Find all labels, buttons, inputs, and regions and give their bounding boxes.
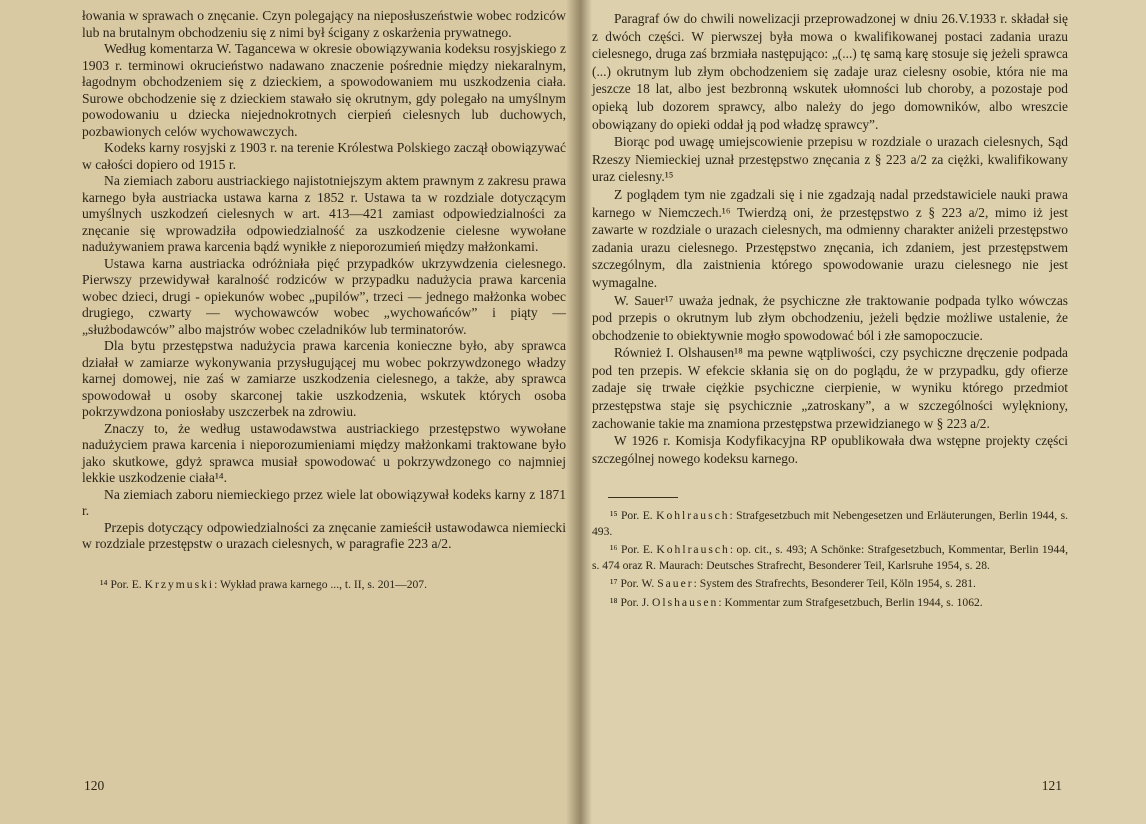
right-page	[578, 0, 1146, 824]
paragraph: W. Sauer¹⁷ uważa jednak, że psychiczne złe traktowanie podpada tylko wówczas pod przepis o okrutnym lub złym obchodzeniu, jeżeli będzie możliwe ustalenie, że obchodzenie to obiektywnie mogło spowodować ból i złe samopoczucie.	[592, 292, 1068, 343]
paragraph: Ustawa karna austriacka odróżniała pięć przypadków ukrzywdzenia cielesnego. Pierwszy przewidywał karalność rodziców w przypadku nadużycia prawa karcenia wobec dzieci, drugi - opiekunów wobec „pupilów”, trzeci — jednego małżonka wobec drugiego, czwarty — wychowawców wobec „wychowańców” i piąty — „służbodawców” albo majstrów wobec czeladników lub terminatorów.	[82, 255, 566, 337]
paragraph: Przepis dotyczący odpowiedzialności za znęcanie zamieścił ustawodawca niemiecki w rozdziale przestępstw o urazach cielesnych, w paragrafie 223 a/2.	[82, 519, 566, 551]
footnote-number: ¹⁶	[610, 543, 618, 557]
footnote-author: Olshausen	[652, 595, 719, 609]
footnote-number: ¹⁷	[610, 577, 618, 591]
footnote	[592, 595, 1068, 611]
footnote-number: ¹⁵	[610, 509, 618, 523]
left-page-footnotes	[82, 577, 566, 593]
paragraph: Paragraf ów do chwili nowelizacji przeprowadzonej w dniu 26.V.1933 r. składał się z dwóch części. W pierwszej była mowa o kwalifikowanej postaci zadania urazu cielesnego, druga zaś brzmiała następująco: „(...) tę samą karę stosuje się jeżeli sprawca (...) okrutnym lub złym obchodzeniem się zadaje uraz cielesny osobie, która nie ma jeszcze 18 lat, albo jest bezbronną wskutek ułomności lub choroby, a pozostaje pod opieką lub dozorem sprawcy, albo należy do jego domowników, albo wreszcie obowiązany do opieki oddał ją pod władzę sprawcy”.	[592, 11, 1068, 132]
footnote-lead: Por. E.	[621, 543, 653, 557]
paragraph: Znaczy to, że według ustawodawstwa austriackiego przestępstwo wywołane nadużyciem prawa karcenia i nieporozumieniami między małżonkami traktowane było jako skutkowe, gdyż sprawca musiał spowodować u pokrzywdzonego co najmniej lekkie uszkodzenie ciała¹⁴.	[82, 420, 566, 485]
paragraph: Na ziemiach zaboru austriackiego najistotniejszym aktem prawnym z zakresu prawa karnego była austriacka ustawa karna z 1852 r. Ustawa ta w rozdziale dotyczącym umyślnych uszkodzeń cielesnych w art. 413—421 zamiast odpowiedzialności za znęcanie się wprowadziła odpowiedzialność za uszkodzenie cielesne wywołane nadużywaniem prawa karcenia bądź wynikłe z nieporozumień między małżonkami.	[82, 173, 566, 254]
footnote-text: : Wykład prawa karnego ..., t. II, s. 201—207.	[214, 577, 428, 591]
paragraph: Biorąc pod uwagę umiejscowienie przepisu w rozdziale o urazach cielesnych, Sąd Rzeszy Niemieckiej uznał przestępstwo znęcania z § 223 a/2 za ciężki, kwalifikowany uraz cielesny.¹⁵	[592, 134, 1068, 185]
footnote-rule	[608, 497, 678, 498]
footnote-lead: Por. E.	[620, 509, 653, 523]
footnote	[592, 576, 1068, 592]
footnote-text: : Kommentar zum Strafgesetzbuch, Berlin 1944, s. 1062.	[718, 595, 983, 609]
left-page-body	[82, 8, 566, 553]
footnote-text: : System des Strafrechts, Besonderer Teil, Köln 1954, s. 281.	[693, 577, 976, 591]
paragraph: Dla bytu przestępstwa nadużycia prawa karcenia konieczne było, aby sprawca działał w zamiarze wykonywania przysługującej mu wobec pokrzywdzonego władzy karnej domowej, nie zaś w zamiarze uszkodzenia cielesnego, a także, aby sprawca spowodował u osoby skarconej takie uszkodzenia, wskutek których osoba pokrzywdzona poniosłaby uszczerbek na zdrowiu.	[82, 338, 566, 419]
footnote	[82, 577, 566, 593]
paragraph: Według komentarza W. Tagancewa w okresie obowiązywania kodeksu rosyjskiego z 1903 r. terminowi okrucieństwo nadawano znaczenie pośrednie między niekaralnym, łagodnym obchodzeniem się z dzieckiem, a spowodowaniem mu uszkodzenia ciała. Surowe obchodzenie się z dzieckiem stawało się okrutnym, gdy polegało na umyślnym powodowaniu u dziecka niejednokrotnych cierpień cielesnych lub duchowych, pozbawionych celów wychowawczych.	[82, 41, 566, 139]
paragraph: Na ziemiach zaboru niemieckiego przez wiele lat obowiązywał kodeks karny z 1871 r.	[82, 486, 566, 518]
footnote-lead: Por. E.	[110, 577, 142, 591]
footnote-lead: Por. W.	[620, 577, 655, 591]
footnote-number: ¹⁴	[100, 577, 108, 591]
right-page-footnotes	[592, 508, 1068, 610]
page-number: 121	[1041, 778, 1062, 793]
paragraph: łowania w sprawach o znęcanie. Czyn polegający na nieposłuszeństwie wobec rodziców lub na brutalnym obchodzeniu się z nimi był ścigany z oskarżenia prywatnego.	[82, 8, 566, 40]
footnote-text: : op. cit., s. 493; A Schönke: Strafgesetzbuch, Kommentar, Berlin 1944, s. 474 oraz R. Maurach: Deutsches Strafrecht, Besonderer Teil, Karlsruhe 1954, s. 28.	[592, 543, 1068, 572]
footnote-author: Kohlrausch	[656, 543, 730, 557]
footnote	[592, 508, 1068, 539]
paragraph: W 1926 r. Komisja Kodyfikacyjna RP opublikowała dwa wstępne projekty części szczególnej nowego kodeksu karnego.	[592, 433, 1068, 466]
footnote	[592, 542, 1068, 573]
right-page-body	[592, 10, 1068, 467]
paragraph: Kodeks karny rosyjski z 1903 r. na terenie Królestwa Polskiego zaczął obowiązywać w całości dopiero od 1915 r.	[82, 140, 566, 172]
footnote-lead: Por. J.	[620, 595, 650, 609]
footnote-author: Krzymuski	[144, 577, 215, 591]
paragraph: Również I. Olshausen¹⁸ ma pewne wątpliwości, czy psychiczne dręczenie podpada pod ten przepis. W efekcie skłania się on do poglądu, że w przypadku, gdy ofierze zadaje się trwałe ciężkie psychiczne cierpienie, w wyniku którego przedmiot przestępstwa staje się psychicznie „zatroskany”, a w szczególności wylękniony, zachowanie takie ma znamiona przestępstwa przewidzianego w § 223 a/2.	[592, 345, 1068, 431]
footnote-number: ¹⁸	[610, 595, 618, 609]
paragraph: Z poglądem tym nie zgadzali się i nie zgadzają nadal przedstawiciele nauki prawa karnego w Niemczech.¹⁶ Twierdzą oni, że przestępstwo z § 223 a/2, mimo iż jest zawarte w rozdziale o urazach cielesnych, ma odmienny charakter aniżeli przestępstwo zadania urazu cielesnego. Przestępstwo znęcania, ich zdaniem, jest przestępstwem szczególnym, dla zaistnienia którego spowodowanie urazu cielesnego nie jest wymagalne.	[592, 186, 1068, 290]
footnote-author: Sauer	[657, 577, 694, 591]
footnote-text: : Strafgesetzbuch mit Nebengesetzen und Erläuterungen, Berlin 1944, s. 493.	[592, 509, 1069, 538]
footnote-author: Kohlrausch	[656, 509, 730, 523]
page-number: 120	[84, 778, 105, 793]
